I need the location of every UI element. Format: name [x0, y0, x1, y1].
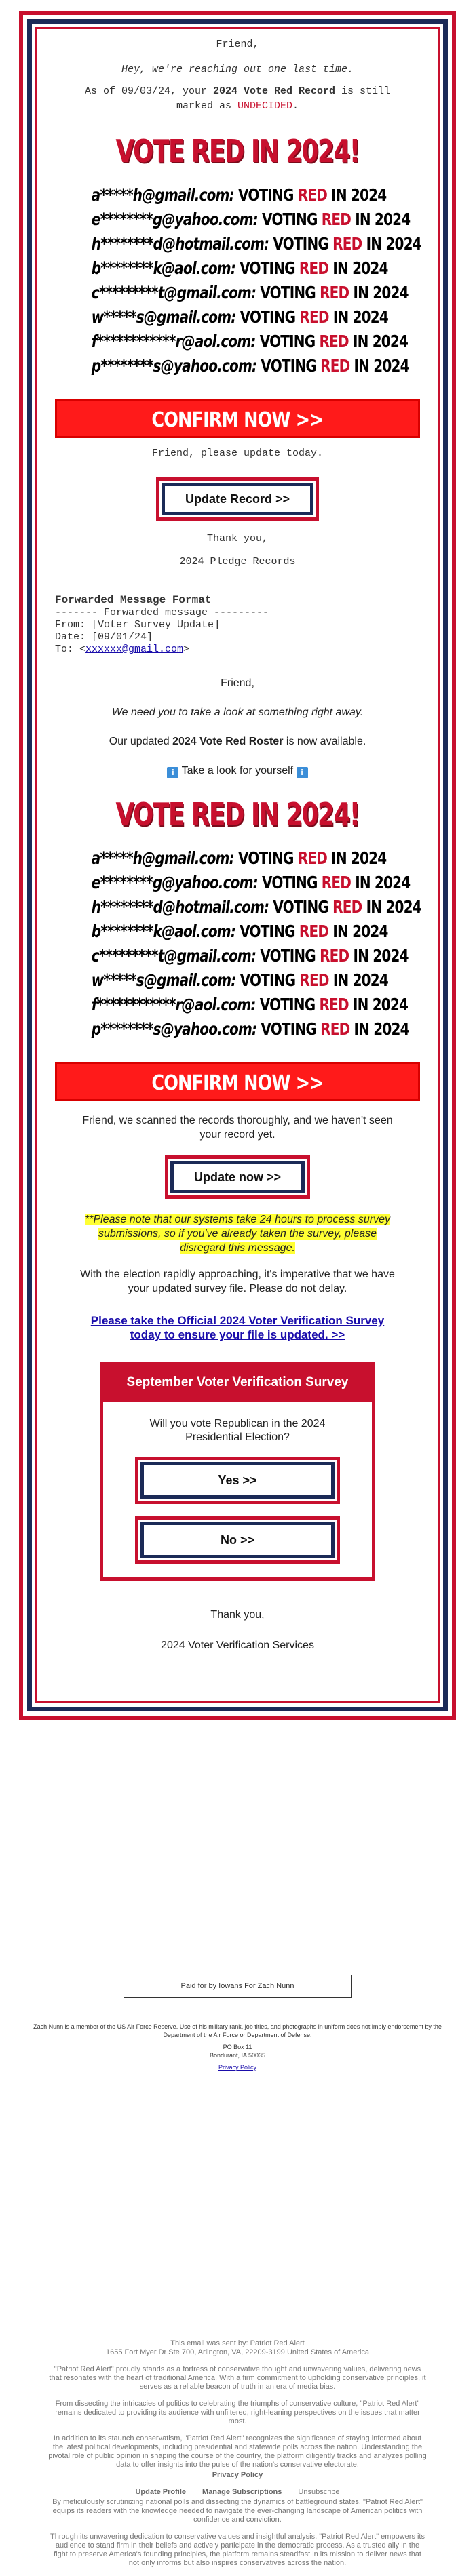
- need-look-line: We need you to take a look at something right away.: [111, 707, 364, 718]
- signoff: 2024 Voter Verification Services: [161, 1640, 314, 1651]
- confirm-now-button[interactable]: CONFIRM NOW >>: [55, 399, 420, 438]
- voter-row: c*********t@gmail.com: VOTING RED IN 2024: [91, 283, 408, 302]
- info-icon: i: [167, 767, 178, 778]
- update-now-button[interactable]: Update now >>: [165, 1155, 310, 1199]
- voter-row: f************r@aol.com: VOTING RED IN 2024: [91, 332, 408, 351]
- voter-row: h********d@hotmail.com: VOTING RED IN 2024: [91, 897, 421, 917]
- survey-question: Will you vote Republican in the 2024 Presidential Election?: [149, 1418, 326, 1443]
- confirm-now-button-2[interactable]: CONFIRM NOW >>: [55, 1062, 420, 1101]
- unsubscribe-link[interactable]: Unsubscribe: [298, 2488, 340, 2496]
- paid-for-box: Paid for by Iowans For Zach Nunn: [124, 1975, 352, 1998]
- undecided-flag: UNDECIDED: [237, 100, 292, 112]
- voter-row: w*****s@gmail.com: VOTING RED IN 2024: [91, 970, 389, 990]
- footer-para-4: By meticulously scrutinizing national polls and dissecting the dynamics of battleground states, "Patriot Red Alert" equips its readers with the knowledge needed to navigate the ever-changing landscape of American politics with confidence and conviction.: [52, 2498, 423, 2524]
- footer-para-1: "Patriot Red Alert" proudly stands as a fortress of conservative thought and unwavering values, delivering news that resonates with the heart of traditional America. With a firm commitment to upholding conservative principles, it serves as a reliable beacon of truth in an era of media bias.: [49, 2365, 426, 2391]
- voter-row: a*****h@gmail.com: VOTING RED IN 2024: [91, 848, 387, 868]
- survey-card: [100, 1362, 375, 1581]
- election-line: With the election rapidly approaching, it's imperative that we have your updated survey file. Please do not delay.: [80, 1269, 395, 1294]
- thank-you: Thank you,: [206, 533, 268, 544]
- pledge-signoff: 2024 Pledge Records: [179, 556, 296, 568]
- forwarded-title: Forwarded Message Format: [55, 594, 212, 606]
- scanned-line: Friend, we scanned the records thoroughly, and we haven't seen your record yet.: [82, 1115, 393, 1141]
- look-for-yourself: i Take a look for yourself i: [55, 764, 420, 778]
- reach-out-line: Hey, we're reaching out one last time.: [121, 64, 354, 75]
- footer-para-5: Through its unwavering dedication to conservative values and insightful analysis, "Patriot Red Alert" empowers its audience to stand firm in their beliefs and actively participate in the democratic process. As a trusted ally in the fight to preserve America's founding principles, the platform remains steadfast in its mission to deliver news that not only informs but also inspires conservatives across the nation.: [50, 2533, 425, 2567]
- voter-row: e********g@yahoo.com: VOTING RED IN 2024: [91, 210, 411, 229]
- footer-para-3: In addition to its staunch conservatism, "Patriot Red Alert" recognizes the significance of staying informed about the latest political developments, including presidential and statewide polls across the nation. Understanding the pivotal role of public opinion in shaping the course of the country, the platform diligently tracks and analyzes polling data to offer insights into the pulse of the nation's conservative electorate.: [48, 2434, 427, 2469]
- no-button[interactable]: No >>: [135, 1516, 340, 1564]
- processing-note: **Please note that our systems take 24 hours to process survey submissions, so if you've already taken the survey, please disregard this message.: [84, 1214, 390, 1254]
- po-box: PO Box 11: [223, 2044, 252, 2050]
- please-update-line: Friend, please update today.: [151, 448, 324, 459]
- forwarded-to-email[interactable]: xxxxxx@gmail.com: [86, 643, 184, 655]
- city-line: Bondurant, IA 50035: [209, 2052, 266, 2059]
- email-frame-navy: [27, 19, 448, 1711]
- disclaimer-block: [0, 2023, 475, 2072]
- voter-row: a*****h@gmail.com: VOTING RED IN 2024: [91, 185, 387, 205]
- voter-list-1: [55, 183, 420, 378]
- voter-row: e********g@yahoo.com: VOTING RED IN 2024: [91, 873, 411, 892]
- greeting: Friend,: [216, 39, 259, 50]
- friend-greeting-2: Friend,: [221, 677, 254, 689]
- military-disclaimer: Zach Nunn is a member of the US Air Force Reserve. Use of his military rank, job titles, and photographs in uniform does not imply endorsement by the Department of the Air Force or Department of Defense.: [33, 2023, 442, 2038]
- voter-row: b********k@aol.com: VOTING RED IN 2024: [91, 922, 388, 941]
- sender-info: This email was sent by: Patriot Red Alert 1655 Fort Myer Dr Ste 700, Arlington, VA, 22209-3199 United States of America: [105, 2339, 370, 2356]
- forwarded-message: Forwarded Message Format ------- Forwarded message --------- From: [Voter Survey Update] Date: [09/01/24] To: <xxxxxx@gmail.com>: [55, 594, 269, 655]
- voter-row: h********d@hotmail.com: VOTING RED IN 2024: [91, 234, 421, 254]
- roster-line: Our updated 2024 Vote Red Roster is now available.: [109, 736, 366, 747]
- voter-row: b********k@aol.com: VOTING RED IN 2024: [91, 258, 388, 278]
- footer-links: [48, 2488, 428, 2497]
- voter-row: f************r@aol.com: VOTING RED IN 2024: [91, 995, 408, 1014]
- privacy-policy-link-2[interactable]: Privacy Policy: [212, 2471, 263, 2479]
- status-line: As of 09/03/24, your 2024 Vote Red Record is still marked as UNDECIDED.: [84, 85, 391, 112]
- thank-you-2: Thank you,: [210, 1609, 265, 1621]
- info-icon: i: [297, 767, 308, 778]
- email-body: [35, 27, 440, 1703]
- voter-row: p********s@yahoo.com: VOTING RED IN 2024: [91, 1019, 409, 1039]
- manage-subscriptions-link[interactable]: Manage Subscriptions: [202, 2488, 282, 2496]
- paid-for-block: [0, 1975, 475, 1998]
- voter-row: p********s@yahoo.com: VOTING RED IN 2024: [91, 356, 409, 376]
- headline-vote-red-2: VOTE RED IN 2024!: [115, 796, 360, 833]
- privacy-policy-link[interactable]: Privacy Policy: [218, 2064, 256, 2071]
- voter-row: w*****s@gmail.com: VOTING RED IN 2024: [91, 307, 389, 327]
- survey-link[interactable]: Please take the Official 2024 Voter Verification Survey today to ensure your file is updated. >>: [90, 1314, 385, 1341]
- footer-para-2: From dissecting the intricacies of politics to celebrating the triumphs of conservative culture, "Patriot Red Alert" remains dedicated to providing its audience with unfiltered, right-leaning perspectives on the issues that matter most.: [55, 2400, 420, 2425]
- yes-button[interactable]: Yes >>: [135, 1457, 340, 1504]
- sender-footer: [0, 2339, 475, 2576]
- update-record-button[interactable]: Update Record >>: [156, 477, 319, 521]
- survey-title: September Voter Verification Survey: [103, 1366, 372, 1402]
- headline-vote-red: VOTE RED IN 2024!: [115, 133, 360, 170]
- email-frame-red: [19, 11, 456, 1720]
- voter-list-2: [55, 846, 420, 1042]
- voter-row: c*********t@gmail.com: VOTING RED IN 2024: [91, 946, 408, 966]
- update-profile-link[interactable]: Update Profile: [135, 2488, 187, 2496]
